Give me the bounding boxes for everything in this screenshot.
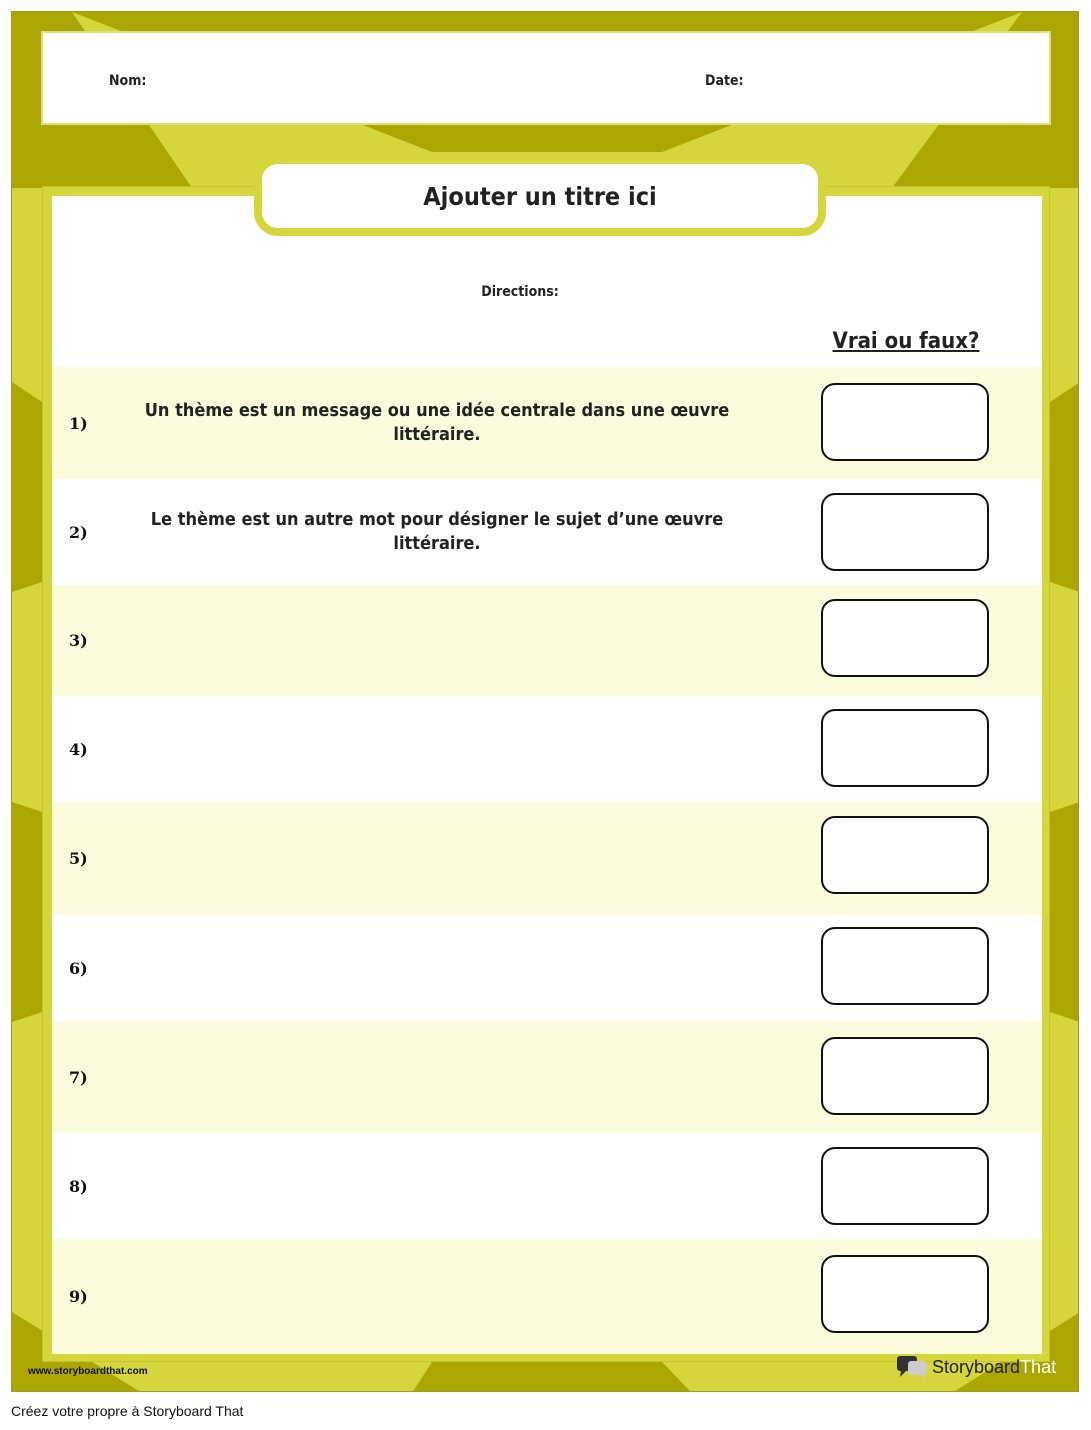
brand-name-light: That — [1020, 1356, 1057, 1377]
name-date-box — [41, 31, 1051, 125]
directions-label: Directions: — [481, 284, 559, 300]
question-statement — [107, 696, 767, 802]
question-row-7 — [52, 1021, 1042, 1133]
speech-bubbles-icon — [896, 1355, 928, 1379]
answer-box[interactable] — [821, 927, 989, 1005]
answer-box[interactable] — [821, 383, 989, 461]
question-row-2 — [52, 479, 1042, 585]
question-row-4 — [52, 696, 1042, 802]
question-row-8 — [52, 1133, 1042, 1239]
title-box[interactable] — [254, 156, 826, 236]
page-title: Ajouter un titre ici — [423, 181, 657, 211]
question-statement — [107, 1133, 767, 1239]
answer-box[interactable] — [821, 1147, 989, 1225]
question-statement — [107, 802, 767, 915]
brand-name-dark: Storyboard — [932, 1356, 1021, 1377]
question-row-3 — [52, 585, 1042, 696]
question-number: 2) — [69, 522, 88, 542]
answer-box[interactable] — [821, 1037, 989, 1115]
question-number: 6) — [69, 958, 88, 978]
question-number: 7) — [69, 1067, 88, 1087]
question-statement — [107, 1021, 767, 1133]
question-number: 8) — [69, 1176, 88, 1196]
question-statement: Le thème est un autre mot pour désigner le sujet d’une œuvre littéraire. — [150, 509, 724, 554]
question-row-5 — [52, 802, 1042, 915]
footer-url[interactable]: www.storyboardthat.com — [28, 1366, 148, 1377]
question-statement — [107, 1239, 767, 1354]
answer-box[interactable] — [821, 1255, 989, 1333]
date-label: Date: — [705, 73, 744, 89]
question-row-9 — [52, 1239, 1042, 1354]
question-number: 9) — [69, 1287, 88, 1306]
true-false-header: Vrai ou faux? — [832, 329, 980, 354]
answer-box[interactable] — [821, 599, 989, 677]
answer-box[interactable] — [821, 816, 989, 894]
question-statement — [107, 915, 767, 1021]
storyboardthat-logo[interactable] — [896, 1354, 1056, 1380]
question-row-6 — [52, 915, 1042, 1021]
question-statement — [107, 585, 767, 696]
worksheet — [11, 11, 1079, 1392]
answer-box[interactable] — [821, 493, 989, 571]
question-number: 1) — [69, 413, 88, 433]
name-label: Nom: — [109, 73, 147, 89]
question-statement: Un thème est un message ou une idée centrale dans une œuvre littéraire. — [144, 400, 730, 445]
answer-box[interactable] — [821, 709, 989, 787]
question-number: 4) — [69, 739, 88, 759]
question-number: 5) — [69, 849, 88, 868]
question-number: 3) — [69, 631, 88, 650]
page-caption[interactable]: Créez votre propre à Storyboard That — [11, 1403, 244, 1419]
question-row-1 — [52, 367, 1042, 479]
